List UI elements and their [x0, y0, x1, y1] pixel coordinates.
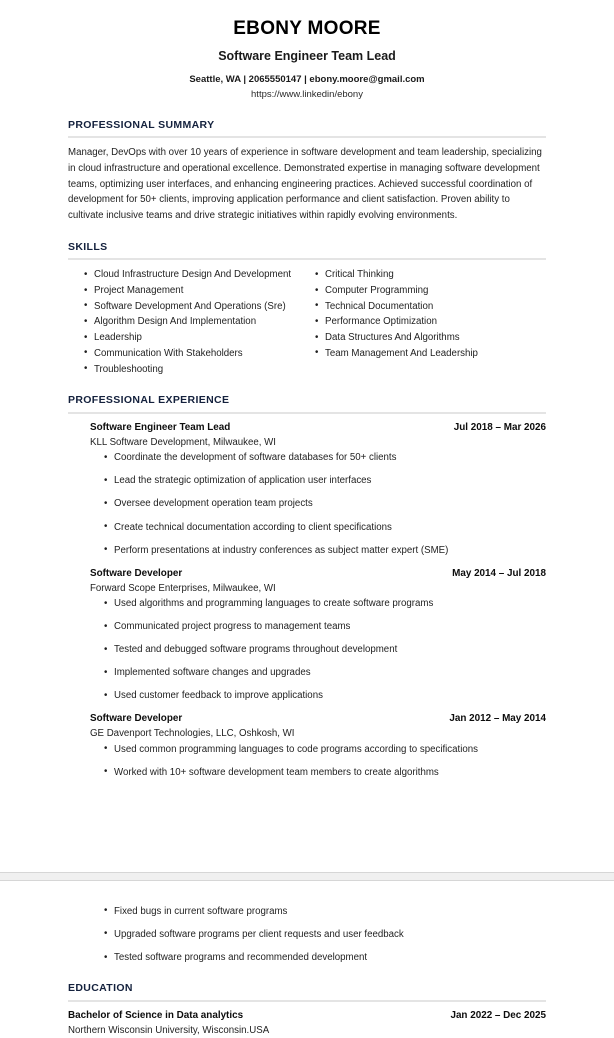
experience-bullet: • Worked with 10+ software development team members to create algorithms — [104, 766, 546, 780]
summary-paragraph: Manager, DevOps with over 10 years of experience in software development and team leadership, specializing in cloud infrastructure and operational excellence. Demonstrated expertise in managing software development teams, optimizing user interfaces, and enhancing engineering practices. Achieved successful coordination of development for 50+ clients, improving application performance and client satisfaction. Proven ability to cultivate inclusive teams and drive strategic initiatives within rapidly evolving environments. — [68, 147, 542, 221]
experience-bullet: • Tested and debugged software programs throughout development — [104, 643, 546, 657]
contact-info-line: Seattle, WA | 2065550147 | ebony.moore@gmail.com — [189, 73, 425, 85]
experience-company: KLL Software Development, Milwaukee, WI — [90, 436, 276, 448]
experience-bullet: • Used algorithms and programming languages to create software programs — [104, 597, 546, 611]
section-title-experience: PROFESSIONAL EXPERIENCE — [68, 394, 230, 407]
skill-item: • Critical Thinking — [315, 267, 546, 283]
experience-bullet: • Implemented software changes and upgrades — [104, 666, 546, 680]
skill-item: • Algorithm Design And Implementation — [84, 314, 315, 330]
experience-bullet: • Tested software programs and recommended development — [104, 951, 546, 965]
resume-page-2 — [0, 881, 614, 1038]
experience-job-title: Software Developer — [90, 567, 183, 579]
linkedin-url[interactable]: https://www.linkedin/ebony — [251, 89, 363, 101]
skill-item: • Software Development And Operations (Sre) — [84, 299, 315, 315]
experience-bullet-list — [90, 451, 546, 557]
skill-item: • Troubleshooting — [84, 362, 315, 378]
experience-entry-header — [90, 712, 546, 727]
experience-bullet: • Oversee development operation team projects — [104, 497, 546, 511]
section-divider — [68, 412, 546, 414]
skill-item: • Leadership — [84, 330, 315, 346]
skill-item: • Team Management And Leadership — [315, 346, 546, 362]
skills-columns — [68, 267, 546, 377]
experience-job-title: Software Engineer Team Lead — [90, 421, 231, 433]
experience-bullet: • Communicated project progress to management teams — [104, 620, 546, 634]
experience-date-range: Jul 2018 – Mar 2026 — [453, 421, 546, 433]
section-divider — [68, 258, 546, 260]
experience-entry — [68, 421, 546, 558]
skill-item: • Technical Documentation — [315, 299, 546, 315]
candidate-name: EBONY MOORE — [233, 18, 381, 39]
education-institution: Northern Wisconsin University, Wisconsin.USA — [68, 1024, 270, 1036]
section-divider — [68, 136, 546, 138]
experience-bullet: • Perform presentations at industry conferences as subject matter expert (SME) — [104, 544, 546, 558]
experience-company: GE Davenport Technologies, LLC, Oshkosh, WI — [90, 728, 295, 740]
experience-entry — [68, 712, 546, 780]
page-bottom-spacer — [68, 789, 546, 837]
experience-job-title: Software Developer — [90, 713, 183, 725]
section-professional-summary — [68, 119, 546, 224]
education-entry-header — [68, 1009, 546, 1024]
skill-item: • Performance Optimization — [315, 314, 546, 330]
education-date-range: Jan 2022 – Dec 2025 — [450, 1009, 546, 1021]
skill-item: • Computer Programming — [315, 283, 546, 299]
skills-column-right — [315, 267, 546, 377]
candidate-job-title: Software Engineer Team Lead — [218, 48, 396, 63]
experience-bullet: • Coordinate the development of software databases for 50+ clients — [104, 451, 546, 465]
page-break-separator — [0, 872, 614, 881]
experience-date-range: May 2014 – Jul 2018 — [452, 567, 546, 579]
experience-bullet: • Fixed bugs in current software programs — [104, 905, 546, 919]
education-degree: Bachelor of Science in Data analytics — [68, 1009, 244, 1021]
experience-entry-continued — [68, 905, 546, 965]
experience-company: Forward Scope Enterprises, Milwaukee, WI — [90, 582, 276, 594]
experience-entry — [68, 567, 546, 704]
experience-entry-header — [90, 567, 546, 582]
experience-bullet: • Used customer feedback to improve applications — [104, 689, 546, 703]
skills-column-left — [84, 267, 315, 377]
skill-item: • Communication With Stakeholders — [84, 346, 315, 362]
section-education — [68, 982, 546, 1038]
section-skills — [68, 241, 546, 378]
experience-bullet-list — [90, 743, 546, 780]
education-entry — [68, 1009, 546, 1038]
section-title-skills: SKILLS — [68, 240, 108, 253]
experience-entry-header — [90, 421, 546, 436]
experience-bullet-list — [90, 597, 546, 703]
skill-item: • Data Structures And Algorithms — [315, 330, 546, 346]
skill-item: • Project Management — [84, 283, 315, 299]
section-title-education: EDUCATION — [68, 982, 133, 995]
experience-bullet-list-continued — [90, 905, 546, 965]
experience-bullet: • Create technical documentation according to client specifications — [104, 521, 546, 535]
experience-bullet: • Upgraded software programs per client requests and user feedback — [104, 928, 546, 942]
section-professional-experience — [68, 394, 546, 837]
section-title-summary: PROFESSIONAL SUMMARY — [68, 118, 215, 131]
experience-bullet: • Lead the strategic optimization of application user interfaces — [104, 474, 546, 488]
experience-bullet: • Used common programming languages to code programs according to specifications — [104, 743, 546, 757]
skill-item: • Cloud Infrastructure Design And Development — [84, 267, 315, 283]
resume-header — [68, 18, 546, 102]
experience-date-range: Jan 2012 – May 2014 — [449, 713, 546, 725]
section-divider — [68, 1000, 546, 1002]
